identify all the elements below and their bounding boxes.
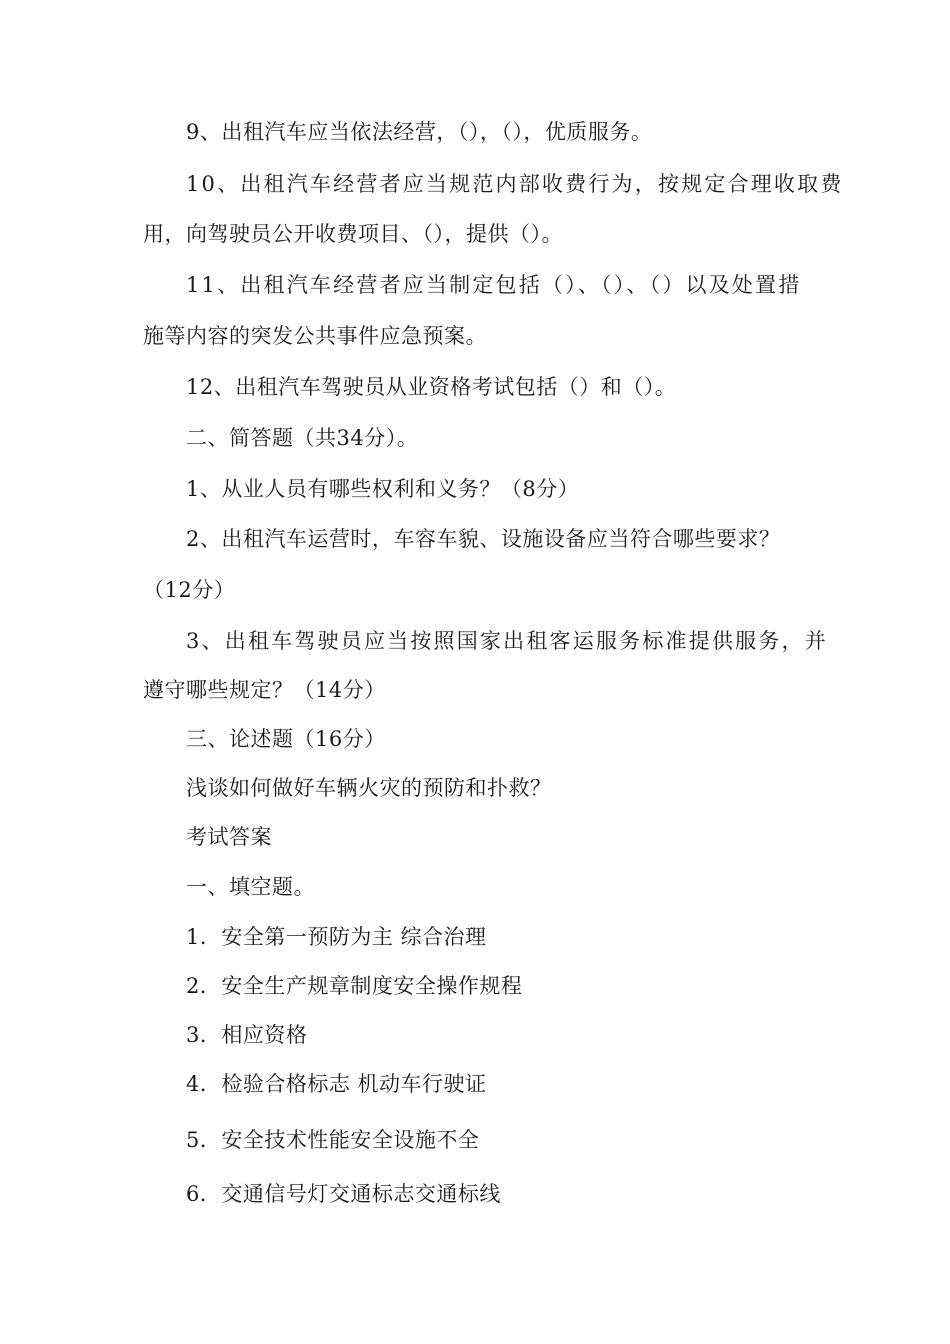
answers-section-1-heading: 一、填空题。 [186,875,315,899]
answer-5: 5．安全技术性能安全设施不全 [186,1128,480,1152]
essay-question: 浅谈如何做好车辆火灾的预防和扑救？ [186,776,552,800]
answer-3: 3．相应资格 [186,1023,308,1047]
short-answer-2-line-1: 2、出租汽车运营时，车容车貌、设施设备应当符合哪些要求？ [186,527,781,551]
short-answer-1: 1、从业人员有哪些权利和义务？（8分） [186,477,580,501]
answers-heading: 考试答案 [186,825,272,849]
section-2-heading: 二、简答题（共34分）。 [186,426,419,450]
answer-2: 2．安全生产规章制度安全操作规程 [186,974,523,998]
answer-4: 4．检验合格标志 机动车行驶证 [186,1072,487,1096]
question-12: 12、出租汽车驾驶员从业资格考试包括（）和（）。 [186,375,677,399]
question-10-line-2: 用，向驾驶员公开收费项目、（），提供（）。 [143,222,563,246]
short-answer-3-line-2: 遵守哪些规定？（14分） [143,678,386,702]
short-answer-3-line-1: 3、出租车驾驶员应当按照国家出租客运服务标准提供服务，并 [186,629,828,653]
question-9: 9、出租汽车应当依法经营，（），（），优质服务。 [186,120,653,144]
question-10-line-1: 10、出租汽车经营者应当规范内部收费行为，按规定合理收取费 [186,172,844,196]
answer-1: 1．安全第一预防为主 综合治理 [186,925,487,949]
question-11-line-2: 施等内容的突发公共事件应急预案。 [143,324,487,348]
answer-6: 6．交通信号灯交通标志交通标线 [186,1182,501,1206]
section-3-heading: 三、论述题（16分） [186,727,386,751]
question-11-line-1: 11、出租汽车经营者应当制定包括（）、（）、（）以及处置措 [186,273,802,297]
short-answer-2-line-2: （12分） [143,578,236,602]
